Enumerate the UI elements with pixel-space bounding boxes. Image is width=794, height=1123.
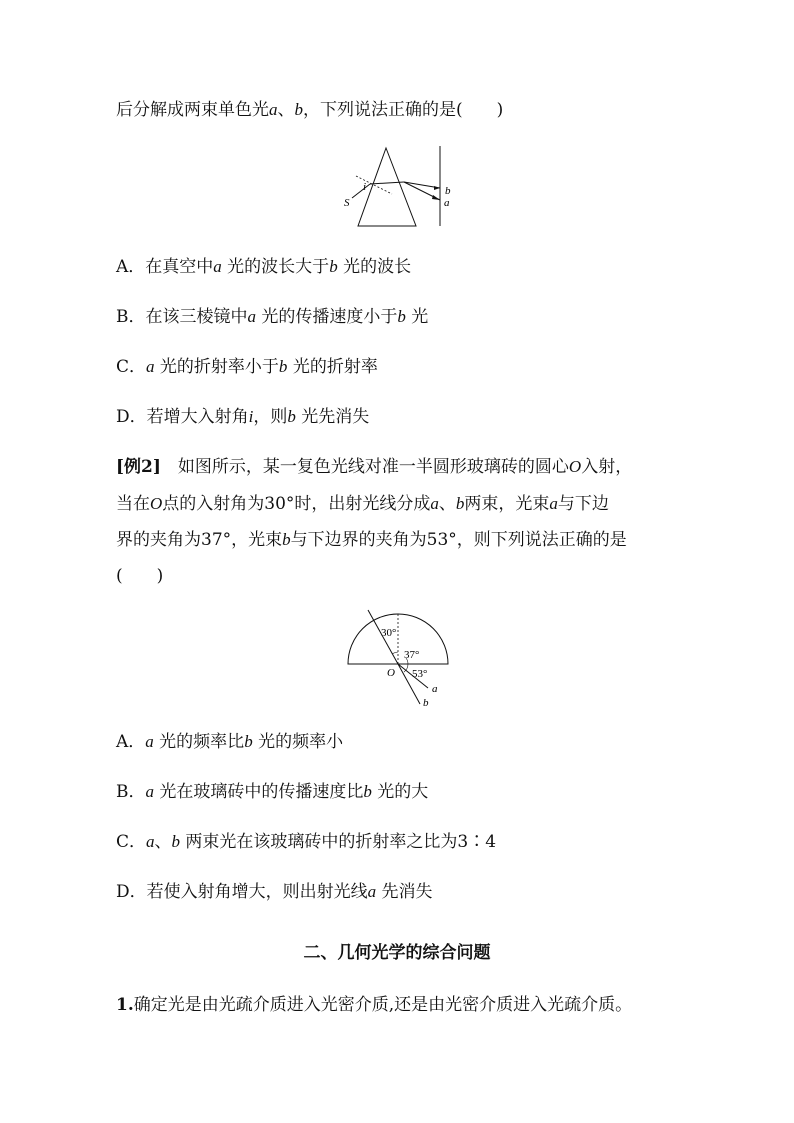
- svg-text:O: O: [387, 667, 395, 679]
- svg-text:30°: 30°: [381, 627, 397, 639]
- q2-option-c: C．a、b 两束光在该玻璃砖中的折射率之比为3∶4: [116, 832, 497, 852]
- q1-option-a: A．在真空中a 光的波长大于b 光的波长: [116, 257, 412, 277]
- semicircle-figure: [340, 602, 460, 712]
- svg-text:53°: 53°: [412, 668, 428, 680]
- prism-figure: [330, 140, 470, 230]
- svg-text:37°: 37°: [404, 649, 420, 661]
- example2-line2: 当在O点的入射角为30°时，出射光线分成a、b两束，光束a与下边: [116, 494, 609, 514]
- section-heading: 二、几何光学的综合问题: [303, 943, 491, 963]
- example2-line3: 界的夹角为37°，光束b与下边界的夹角为53°，则下列说法正确的是: [116, 530, 627, 550]
- q1-option-c: C．a 光的折射率小于b 光的折射率: [116, 357, 378, 377]
- q2-option-a: A．a 光的频率比b 光的频率小: [116, 732, 344, 752]
- example2-line1: [例2] 如图所示，某一复色光线对准一半圆形玻璃砖的圆心O入射，: [116, 457, 633, 477]
- example2-line4: ( ): [116, 566, 164, 586]
- svg-text:b: b: [423, 697, 429, 709]
- svg-text:i: i: [363, 181, 367, 193]
- q1-option-d: D．若增大入射角i，则b 光先消失: [116, 407, 370, 427]
- q2-option-d: D．若使入射角增大，则出射光线a 先消失: [116, 882, 433, 902]
- q1-option-b: B．在该三棱镜中a 光的传播速度小于b 光: [116, 307, 429, 327]
- q2-option-b: B．a 光在玻璃砖中的传播速度比b 光的大: [116, 782, 429, 802]
- intro-line: 后分解成两束单色光a、b，下列说法正确的是( ): [116, 100, 504, 120]
- svg-text:b: b: [445, 185, 451, 197]
- svg-text:S: S: [344, 197, 350, 209]
- point-1: 1.确定光是由光疏介质进入光密介质,还是由光密介质进入光疏介质。: [116, 995, 633, 1015]
- svg-text:a: a: [444, 197, 450, 209]
- svg-text:a: a: [432, 683, 438, 695]
